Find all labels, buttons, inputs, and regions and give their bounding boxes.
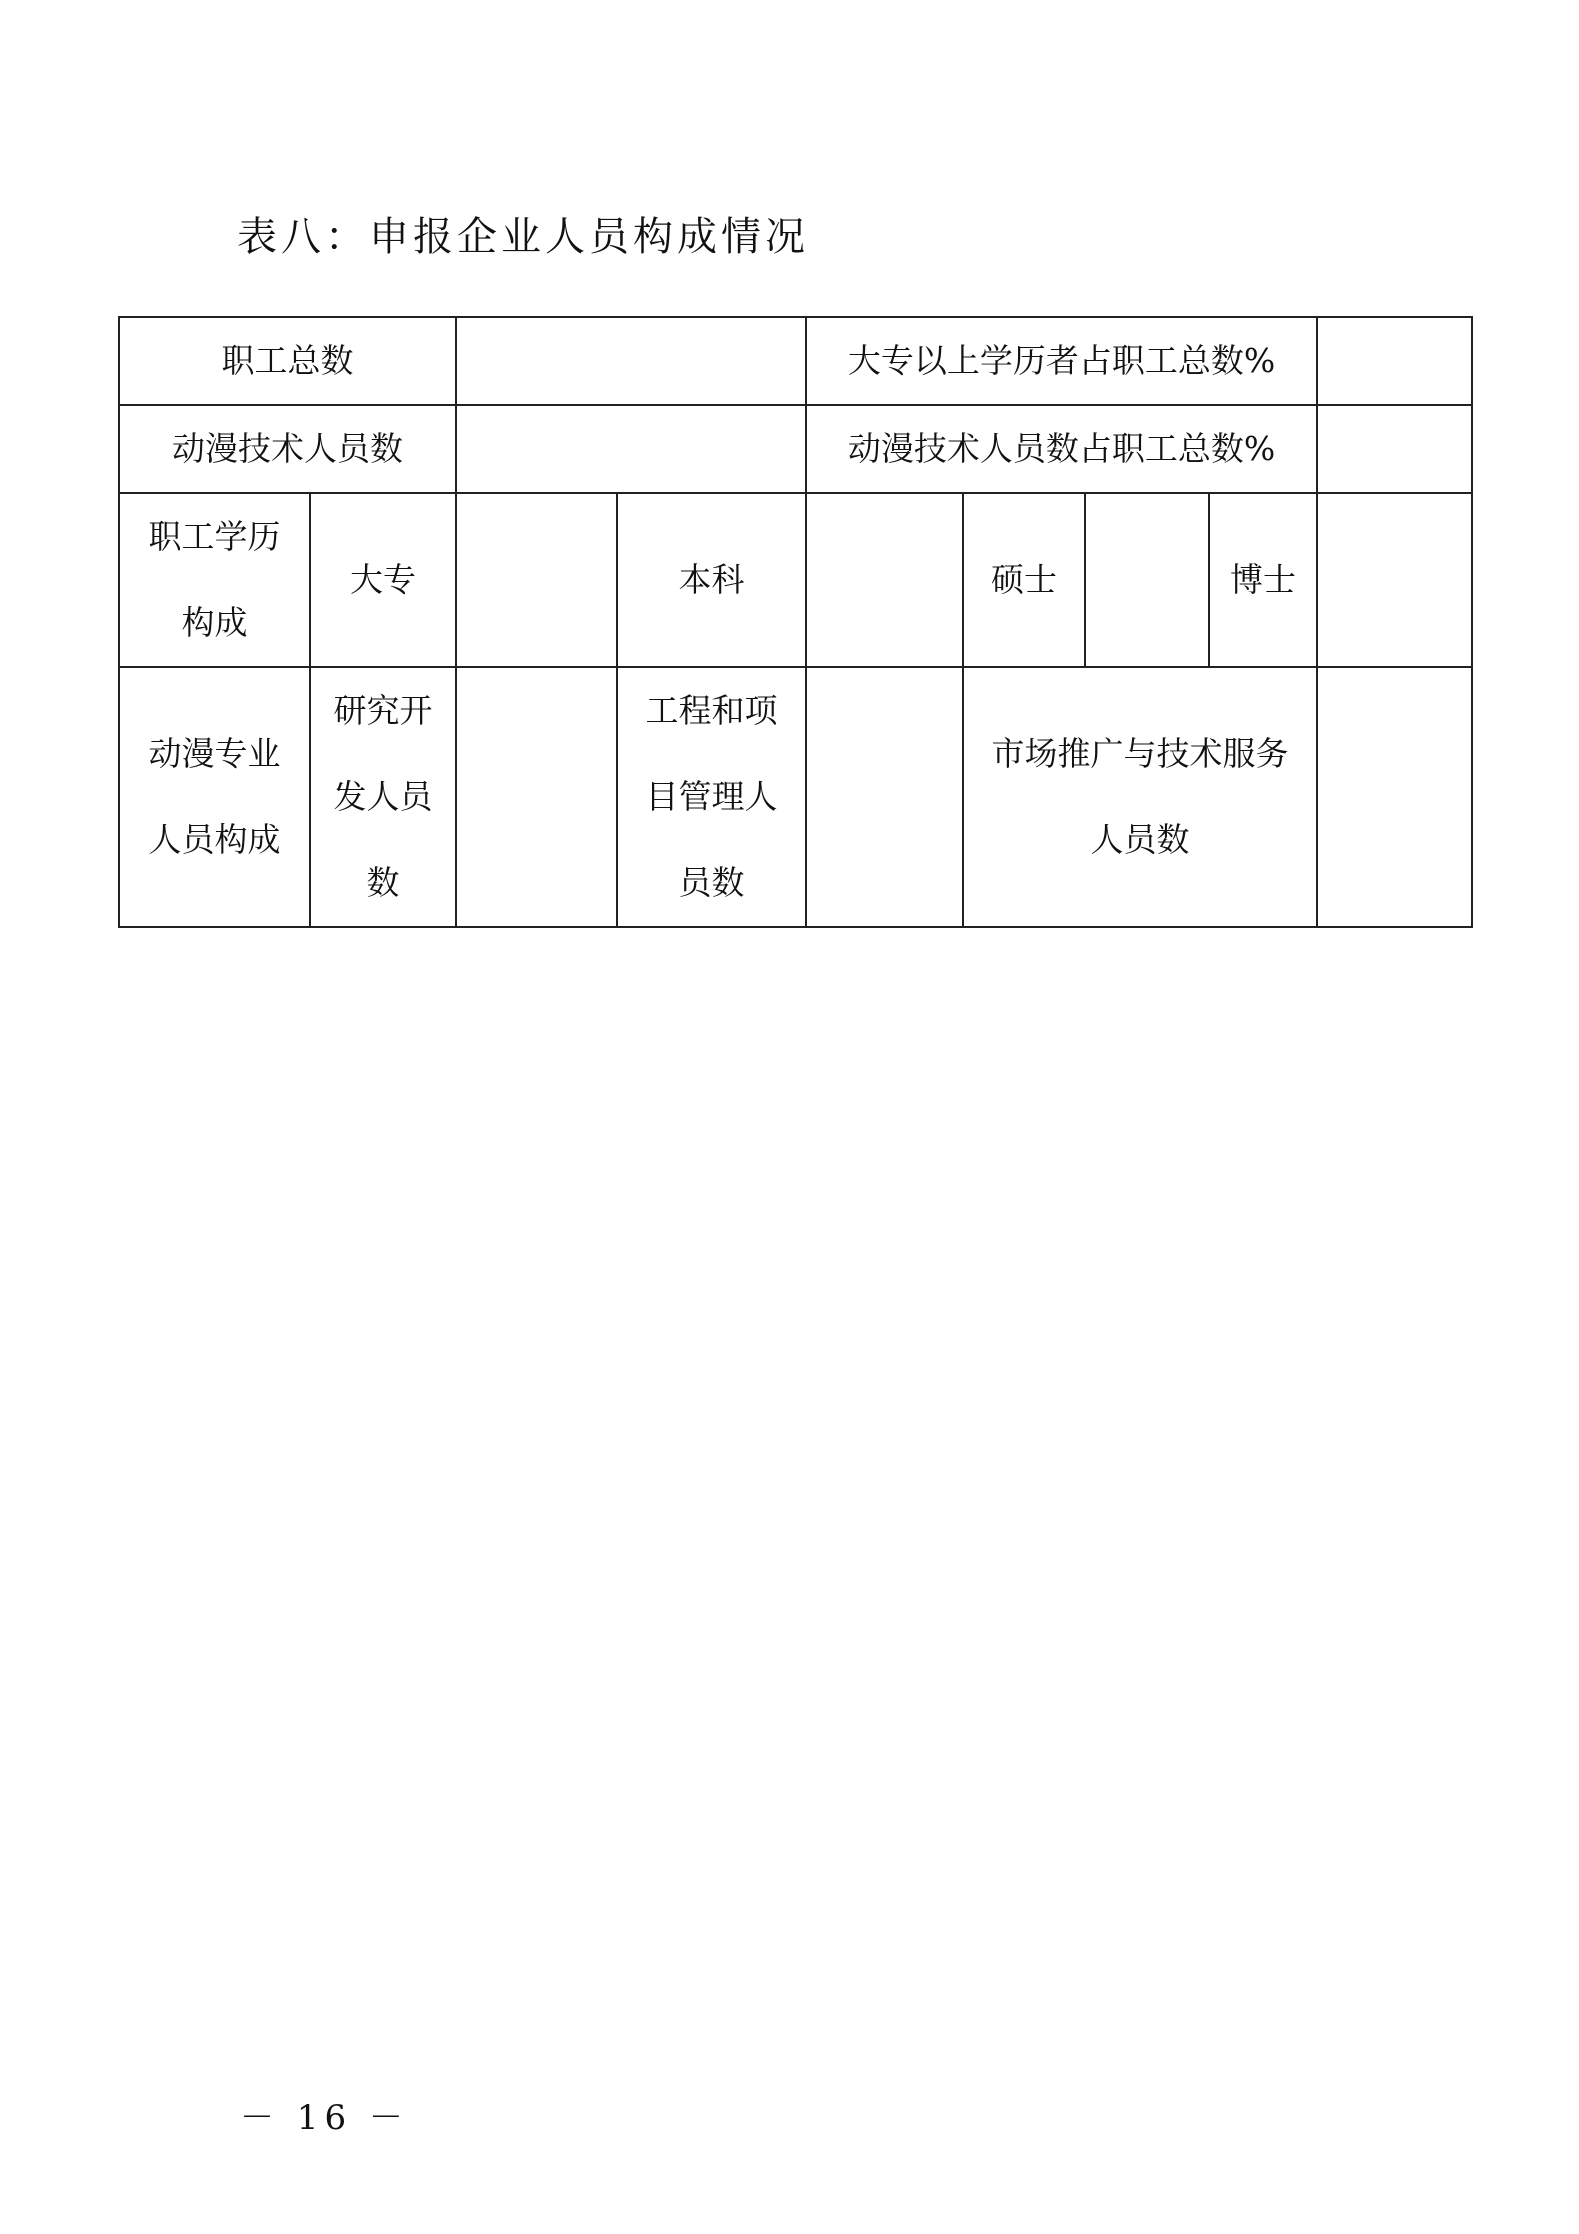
animation-tech-ratio-value[interactable]: [1317, 405, 1472, 493]
college-ratio-value[interactable]: [1317, 317, 1472, 405]
total-staff-label: 职工总数: [119, 317, 456, 405]
benke-label: 本科: [617, 493, 806, 667]
shuoshi-value[interactable]: [1085, 493, 1209, 667]
animation-tech-ratio-label: 动漫技术人员数占职工总数%: [806, 405, 1317, 493]
animation-tech-staff-value[interactable]: [456, 405, 806, 493]
animation-tech-staff-label: 动漫技术人员数: [119, 405, 456, 493]
boshi-label: 博士: [1209, 493, 1317, 667]
marketing-staff-text: 市场推广与技术服务人员数: [991, 734, 1289, 859]
staff-composition-table: [118, 316, 1473, 928]
engineering-staff-label: [617, 667, 806, 927]
dazhuan-label: 大专: [310, 493, 456, 667]
table-row: [119, 317, 1472, 405]
table-row: [119, 493, 1472, 667]
table-row: [119, 667, 1472, 927]
professional-composition-text: 动漫专业人员构成: [148, 734, 281, 859]
college-ratio-label: 大专以上学历者占职工总数%: [806, 317, 1317, 405]
engineering-staff-text: 工程和项目管理人员数: [645, 691, 778, 902]
rd-staff-value[interactable]: [456, 667, 617, 927]
rd-staff-label: [310, 667, 456, 927]
marketing-staff-value[interactable]: [1317, 667, 1472, 927]
professional-composition-label: [119, 667, 310, 927]
education-composition-label: [119, 493, 310, 667]
table-title: 表八：申报企业人员构成情况: [237, 214, 809, 260]
shuoshi-label: 硕士: [963, 493, 1085, 667]
total-staff-value[interactable]: [456, 317, 806, 405]
rd-staff-text: 研究开发人员数: [333, 691, 433, 902]
engineering-staff-value[interactable]: [806, 667, 963, 927]
dazhuan-value[interactable]: [456, 493, 617, 667]
table-row: [119, 405, 1472, 493]
boshi-value[interactable]: [1317, 493, 1472, 667]
benke-value[interactable]: [806, 493, 963, 667]
education-composition-text: 职工学历构成: [148, 517, 281, 642]
marketing-staff-label: [963, 667, 1317, 927]
page-number: － 16 －: [240, 2098, 409, 2138]
